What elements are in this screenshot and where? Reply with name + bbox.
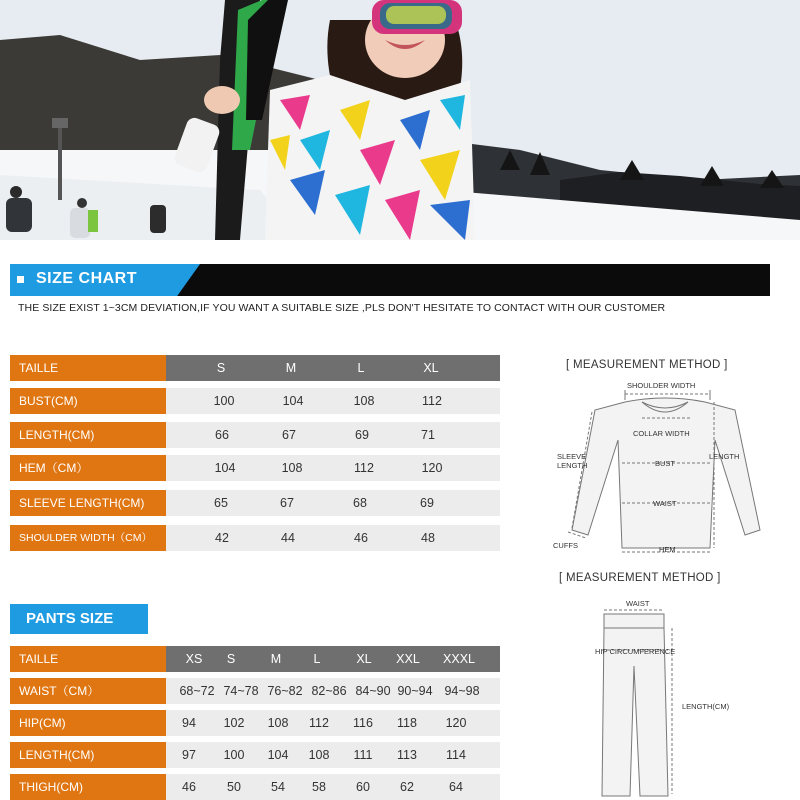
table-cell: 69: [420, 496, 434, 510]
top-garment-diagram: [550, 380, 780, 560]
table-cell: 120: [445, 716, 467, 730]
size-header-cell: M: [285, 361, 297, 375]
bullet-square-icon: [17, 276, 24, 283]
table-cell: 71: [421, 428, 435, 442]
size-chart-table: [10, 355, 500, 555]
table-cell: 114: [446, 748, 466, 762]
waist-label: WAIST: [653, 499, 677, 508]
size-header-cell: L: [357, 361, 365, 375]
table-cell: 108: [267, 716, 289, 730]
length-label: LENGTH: [709, 452, 740, 461]
row-label: HEM（CM）: [10, 455, 166, 481]
size-deviation-note: THE SIZE EXIST 1~3CM DEVIATION,IF YOU WANT A SUITABLE SIZE ,PLS DON'T HESITATE TO CONTACT WITH OUR CUSTOMER: [18, 302, 666, 314]
hero-photo: [0, 0, 800, 240]
table-cell: 62: [400, 780, 414, 794]
table-cell: 74~78: [223, 684, 259, 698]
table-cell: 100: [213, 394, 235, 408]
table-cell: 60: [356, 780, 370, 794]
table-cell: 104: [267, 748, 289, 762]
row-label: SHOULDER WIDTH（CM）: [10, 525, 166, 551]
pants-measurement-title: [ MEASUREMENT METHOD ]: [559, 572, 721, 584]
table-cell: 112: [309, 716, 329, 730]
bust-label: BUST: [655, 459, 676, 468]
size-header-cell: L: [313, 652, 321, 666]
table-row: [10, 774, 500, 800]
table-cell: 65: [214, 496, 228, 510]
table-cell: 67: [282, 428, 296, 442]
sleeve-length-label: SLEEVE LENGTH: [557, 452, 588, 470]
table-cell: 108: [353, 394, 375, 408]
table-cell: 112: [354, 461, 374, 475]
size-header-cell: XS: [185, 652, 203, 666]
table-cell: 97: [182, 748, 196, 762]
table-cell: 54: [271, 780, 285, 794]
table-cell: 113: [397, 748, 417, 762]
table-row: [10, 742, 500, 768]
row-label: SLEEVE LENGTH(CM): [10, 490, 166, 516]
table-cell: 94~98: [444, 684, 480, 698]
size-header-cell: XL: [356, 652, 372, 666]
table-cell: 44: [281, 531, 295, 545]
row-label: THIGH(CM): [10, 774, 166, 800]
size-header-cell: XL: [423, 361, 439, 375]
size-header-cell: S: [216, 361, 226, 375]
table-cell: 42: [215, 531, 229, 545]
collar-width-label: COLLAR WIDTH: [633, 429, 690, 438]
header-label: TAILLE: [10, 355, 166, 381]
pants-length-label: LENGTH(CM): [682, 702, 730, 711]
table-row: [10, 388, 500, 414]
size-header-cell: XXXL: [443, 652, 475, 666]
pants-waist-label: WAIST: [626, 599, 650, 608]
size-header-cell: S: [226, 652, 236, 666]
size-header-cell: M: [270, 652, 282, 666]
row-label: BUST(CM): [10, 388, 166, 414]
shoulder-width-label: SHOULDER WIDTH: [627, 381, 696, 390]
row-label: LENGTH(CM): [10, 422, 166, 448]
table-cell: 104: [282, 394, 304, 408]
table-cell: 100: [223, 748, 245, 762]
table-cell: 82~86: [311, 684, 347, 698]
table-row: [10, 490, 500, 516]
cuffs-label: CUFFS: [553, 541, 578, 550]
table-header-row: [10, 646, 500, 672]
table-cell: 68: [353, 496, 367, 510]
table-cell: 94: [182, 716, 196, 730]
table-cell: 108: [281, 461, 303, 475]
table-cell: 76~82: [267, 684, 303, 698]
table-cell: 69: [355, 428, 369, 442]
table-cell: 48: [421, 531, 435, 545]
table-cell: 120: [421, 461, 443, 475]
table-row: [10, 455, 500, 481]
table-cell: 50: [227, 780, 241, 794]
pants-size-table: [10, 646, 500, 800]
table-cell: 84~90: [355, 684, 391, 698]
size-header-cell: XXL: [396, 652, 420, 666]
table-cell: 112: [422, 394, 442, 408]
hip-circumference-label: HIP CIRCUMFERENCE: [595, 647, 676, 656]
table-cell: 46: [354, 531, 368, 545]
header-label: TAILLE: [10, 646, 166, 672]
table-cell: 64: [449, 780, 463, 794]
table-cell: 108: [308, 748, 330, 762]
table-cell: 116: [353, 716, 373, 730]
pants-size-title: PANTS SIZE: [10, 604, 148, 634]
size-chart-title: SIZE CHART: [36, 270, 137, 287]
top-measurement-title: [ MEASUREMENT METHOD ]: [566, 359, 728, 371]
table-cell: 68~72: [179, 684, 215, 698]
hem-label: HEM: [659, 545, 676, 554]
pants-diagram: [590, 606, 680, 800]
table-cell: 46: [182, 780, 196, 794]
table-cell: 111: [353, 748, 373, 762]
table-header-row: [10, 355, 500, 381]
row-label: LENGTH(CM): [10, 742, 166, 768]
table-cell: 118: [397, 716, 417, 730]
table-cell: 90~94: [397, 684, 433, 698]
row-label: HIP(CM): [10, 710, 166, 736]
table-cell: 102: [223, 716, 245, 730]
table-row: [10, 678, 500, 704]
row-label: WAIST（CM）: [10, 678, 166, 704]
table-cell: 66: [215, 428, 229, 442]
table-row: [10, 710, 500, 736]
table-row: [10, 422, 500, 448]
table-cell: 58: [312, 780, 326, 794]
table-cell: 104: [214, 461, 236, 475]
table-row: [10, 525, 500, 551]
table-cell: 67: [280, 496, 294, 510]
